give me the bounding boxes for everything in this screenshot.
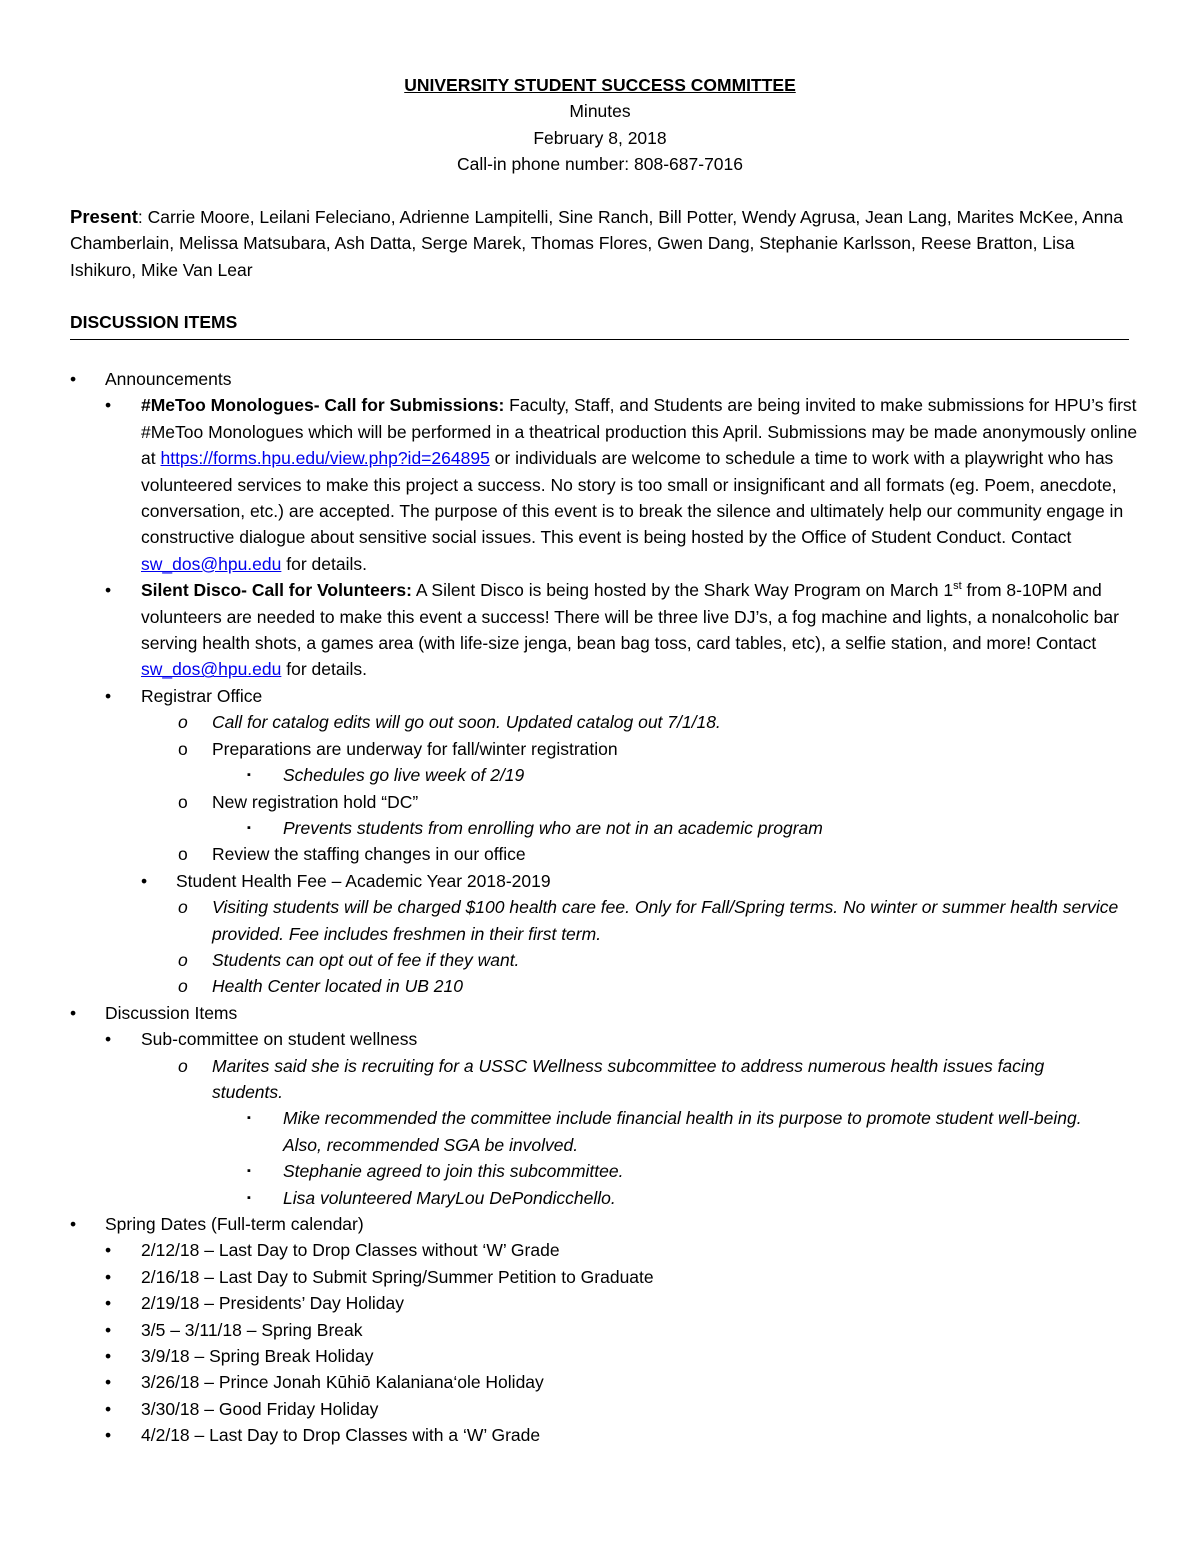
spring-date-text: 2/19/18 – Presidents’ Day Holiday (141, 1293, 404, 1314)
wellness-lisa-text: Lisa volunteered MaryLou DePondicchello. (283, 1187, 616, 1208)
document-subtitle: Minutes (569, 101, 631, 122)
disco-text-3: for details. (281, 659, 367, 680)
bullet-icon: • (105, 1319, 112, 1340)
metoo-title: #MeToo Monologues- Call for Submissions: (141, 395, 505, 416)
square-bullet-icon: ▪ (247, 821, 251, 834)
discussion-label: Discussion Items (105, 1002, 238, 1023)
spring-date (0, 1369, 1200, 1395)
present-names: : Carrie Moore, Leilani Feleciano, Adrienne Lampitelli, Sine Ranch, Bill Potter, Wendy Agrusa, Jean Lang, Marites McKee, Anna Chamberlain, Melissa Matsubara, Ash Datta, Serge Marek, Thomas Flores, Gwen Dang, Stephanie Karlsson, Reese Bratton, Lisa Ishikuro, Mike Van Lear (70, 207, 1123, 280)
square-bullet-icon: ▪ (247, 1191, 251, 1204)
contact-email-link[interactable]: sw_dos@hpu.edu (141, 553, 282, 574)
health-fee-opt-out (0, 947, 1200, 973)
registrar-catalog (0, 709, 1200, 735)
bullet-icon: • (141, 870, 148, 891)
spring-date (0, 1422, 1200, 1448)
disco-title: Silent Disco- Call for Volunteers: (141, 580, 412, 601)
circle-bullet-icon: o (178, 712, 188, 733)
wellness-financial-text: Mike recommended the committee include financial health in its purpose to promote student well-being. Also, recommended SGA be involved. (283, 1108, 1082, 1155)
metoo-text-2: or individuals are welcome to schedule a time to work with a playwright who has volunteered services to make this project a success. No story is too small or insignificant and all formats (eg. Poem, anecdote, conversation, etc.) are accepted. The purpose of this event is to break the silence and ultimately help our community engage in constructive dialogue about sensitive social issues. This event is being hosted by the Office of Student Conduct. Contact (141, 448, 1124, 548)
registrar-hold-text: New registration hold “DC” (212, 791, 419, 812)
bullet-icon: • (105, 685, 112, 706)
circle-bullet-icon: o (178, 897, 188, 918)
metoo-item (0, 392, 1200, 577)
circle-bullet-icon: o (178, 949, 188, 970)
registrar-staffing-text: Review the staffing changes in our office (212, 844, 526, 865)
document-title: UNIVERSITY STUDENT SUCCESS COMMITTEE (404, 75, 796, 95)
bullet-icon: • (105, 1346, 112, 1367)
registrar-hold (0, 789, 1200, 815)
disco-text-1: A Silent Disco is being hosted by the Shark Way Program on March 1 (411, 580, 954, 601)
present-label: Present (70, 206, 138, 227)
wellness-stephanie-text: Stephanie agreed to join this subcommittee. (283, 1161, 624, 1182)
spring-date (0, 1343, 1200, 1369)
registrar-label: Registrar Office (141, 685, 263, 706)
circle-bullet-icon: o (178, 791, 188, 812)
bullet-icon: • (105, 1266, 112, 1287)
meeting-date: February 8, 2018 (533, 127, 667, 148)
spring-date-text: 2/12/18 – Last Day to Drop Classes without ‘W’ Grade (141, 1240, 560, 1261)
square-bullet-icon: ▪ (247, 1112, 251, 1125)
contact-email-link[interactable]: sw_dos@hpu.edu (141, 659, 282, 680)
spring-date-text: 3/9/18 – Spring Break Holiday (141, 1346, 374, 1367)
registrar-staffing (0, 841, 1200, 867)
registrar-hold-detail (0, 815, 1200, 841)
circle-bullet-icon: o (178, 1055, 188, 1076)
wellness-financial (0, 1105, 1200, 1158)
header (0, 72, 1200, 178)
registrar-schedules (0, 762, 1200, 788)
spring-date-text: 3/26/18 – Prince Jonah Kūhiō Kalaniana‘ole Holiday (141, 1372, 544, 1393)
spring-date (0, 1264, 1200, 1290)
spring-date-text: 3/5 – 3/11/18 – Spring Break (141, 1319, 363, 1340)
bullet-icon: • (105, 1293, 112, 1314)
bullet-icon: • (70, 1002, 77, 1023)
registrar-preparations-text: Preparations are underway for fall/winter registration (212, 738, 618, 759)
wellness-recruiting-text: Marites said she is recruiting for a USSC Wellness subcommittee to address numerous health issues facing students. (212, 1055, 1045, 1102)
minutes-content (0, 366, 1200, 1449)
spring-date (0, 1237, 1200, 1263)
disco-text-2: from 8-10PM and volunteers are needed to make this event a success! There will be three live DJ’s, a fog machine and lights, a nonalcoholic bar serving health shots, a games area (with life-size jenga, bean bag toss, card tables, etc), a selfie station, and more! Contact (141, 580, 1119, 654)
bullet-icon: • (105, 395, 112, 416)
discussion-item (0, 1000, 1200, 1026)
submission-form-link[interactable]: https://forms.hpu.edu/view.php?id=264895 (160, 448, 490, 469)
bullet-icon: • (105, 1372, 112, 1393)
bullet-icon: • (105, 1240, 112, 1261)
spring-date-text: 3/30/18 – Good Friday Holiday (141, 1398, 379, 1419)
registrar-item (0, 683, 1200, 709)
disco-superscript: st (953, 580, 962, 593)
bullet-icon: • (105, 1029, 112, 1050)
health-fee-item (0, 868, 1200, 894)
health-fee-location (0, 973, 1200, 999)
spring-date (0, 1290, 1200, 1316)
wellness-lisa (0, 1185, 1200, 1211)
circle-bullet-icon: o (178, 976, 188, 997)
wellness-stephanie (0, 1158, 1200, 1184)
announcements-item (0, 366, 1200, 392)
health-fee-visiting (0, 894, 1200, 947)
wellness-recruiting (0, 1053, 1200, 1106)
spring-date (0, 1396, 1200, 1422)
health-fee-label: Student Health Fee – Academic Year 2018-2019 (176, 870, 551, 891)
square-bullet-icon: ▪ (247, 1165, 251, 1178)
attendance-paragraph (70, 204, 1135, 283)
health-fee-opt-out-text: Students can opt out of fee if they want. (212, 949, 520, 970)
spring-date (0, 1317, 1200, 1343)
spring-date-text: 2/16/18 – Last Day to Submit Spring/Summer Petition to Graduate (141, 1266, 654, 1287)
disco-item (0, 577, 1200, 683)
wellness-label: Sub-committee on student wellness (141, 1029, 418, 1050)
spring-dates-item (0, 1211, 1200, 1237)
health-fee-location-text: Health Center located in UB 210 (212, 976, 463, 997)
square-bullet-icon: ▪ (247, 769, 251, 782)
top-level-list (0, 366, 1200, 1449)
call-in-phone: Call-in phone number: 808-687-7016 (456, 154, 744, 175)
spring-dates-label: Spring Dates (Full-term calendar) (105, 1214, 364, 1234)
registrar-preparations (0, 736, 1200, 762)
bullet-icon: • (70, 369, 77, 389)
spring-date-text: 4/2/18 – Last Day to Drop Classes with a ‘W’ Grade (141, 1425, 541, 1446)
bullet-icon: • (105, 1398, 112, 1419)
bullet-icon: • (105, 580, 112, 601)
announcements-label: Announcements (105, 369, 232, 389)
registrar-hold-detail-text: Prevents students from enrolling who are not in an academic program (283, 817, 823, 838)
metoo-text-3: for details. (281, 553, 367, 574)
circle-bullet-icon: o (178, 738, 188, 759)
metoo-text-1: Faculty, Staff, and Students are being invited to make submissions for HPU’s first #MeToo Monologues which will be performed in a theatrical production this April. Submissions may be made anonymously online at (141, 395, 1138, 469)
section-title: DISCUSSION ITEMS (70, 309, 1129, 340)
registrar-schedules-text: Schedules go live week of 2/19 (283, 765, 525, 786)
circle-bullet-icon: o (178, 844, 188, 865)
health-fee-visiting-text: Visiting students will be charged $100 health care fee. Only for Fall/Spring terms. No winter or summer health service provided. Fee includes freshmen in their first term. (212, 897, 1119, 944)
bullet-icon: • (105, 1425, 112, 1446)
bullet-icon: • (70, 1214, 77, 1234)
registrar-catalog-text: Call for catalog edits will go out soon. Updated catalog out 7/1/18. (212, 712, 721, 733)
wellness-item (0, 1026, 1200, 1052)
